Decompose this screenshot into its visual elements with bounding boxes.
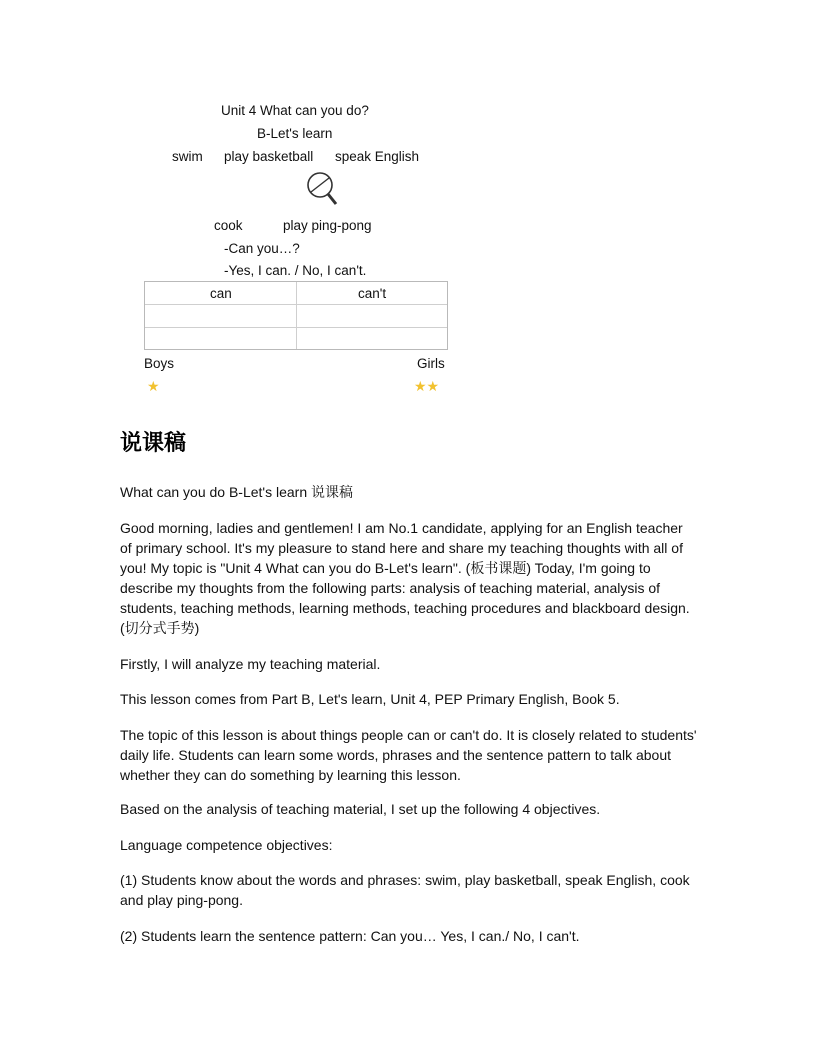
paragraph-firstly: Firstly, I will analyze my teaching material. (120, 656, 381, 672)
boys-label: Boys (144, 356, 175, 371)
board-answer: -Yes, I can. / No, I can't. (224, 263, 367, 278)
ping-pong-paddle-icon (305, 170, 339, 208)
board-phrase-swim: swim (172, 149, 203, 164)
score-table (144, 281, 448, 350)
boys-star-icon: ★ (147, 378, 160, 394)
paragraph-objective-2: (2) Students learn the sentence pattern: Can you… Yes, I can./ No, I can't. (120, 928, 580, 944)
board-phrase-cook: cook (214, 218, 243, 233)
paragraph-objectives: Based on the analysis of teaching material, I set up the following 4 objectives. (120, 801, 601, 817)
board-phrase-speak-english: speak English (335, 149, 420, 164)
girls-star-icon: ★★ (414, 378, 440, 394)
paragraph-objective-1: (1) Students know about the words and phrases: swim, play basketball, speak English, cook and play ping-pong. (120, 872, 690, 908)
section-heading: 说课稿 (120, 431, 187, 456)
board-phrase-play-ping-pong: play ping-pong (283, 218, 372, 233)
table-header-can: can (210, 286, 232, 301)
paragraph-lesson-source: This lesson comes from Part B, Let's learn, Unit 4, PEP Primary English, Book 5. (120, 691, 620, 707)
paragraph-language-objectives: Language competence objectives: (120, 837, 333, 853)
board-subtitle: B-Let's learn (257, 126, 333, 141)
paragraph-doc-title: What can you do B-Let's learn 说课稿 (120, 484, 353, 500)
paragraph-introduction: Good morning, ladies and gentlemen! I am No.1 candidate, applying for an English teacher of primary school. It's my pleasure to stand here and share my teaching thoughts with all of you! My topic is "Unit 4 What can you do B-Let's learn". (板书课题) Today, I'm going to describe my thoughts from the following parts: analysis of teaching material, analysis of students, teaching methods, learning methods, teaching procedures and blackboard design.(切分式手势) (120, 520, 690, 636)
paragraph-topic: The topic of this lesson is about things people can or can't do. It is closely related to students' daily life. Students can learn some words, phrases and the sentence pattern to talk about whether they can do something by learning this lesson. (120, 727, 697, 783)
table-header-cant: can't (358, 286, 387, 301)
board-question: -Can you…? (224, 241, 300, 256)
board-title: Unit 4 What can you do? (221, 103, 369, 118)
board-phrase-play-basketball: play basketball (224, 149, 314, 164)
girls-label: Girls (417, 356, 445, 371)
